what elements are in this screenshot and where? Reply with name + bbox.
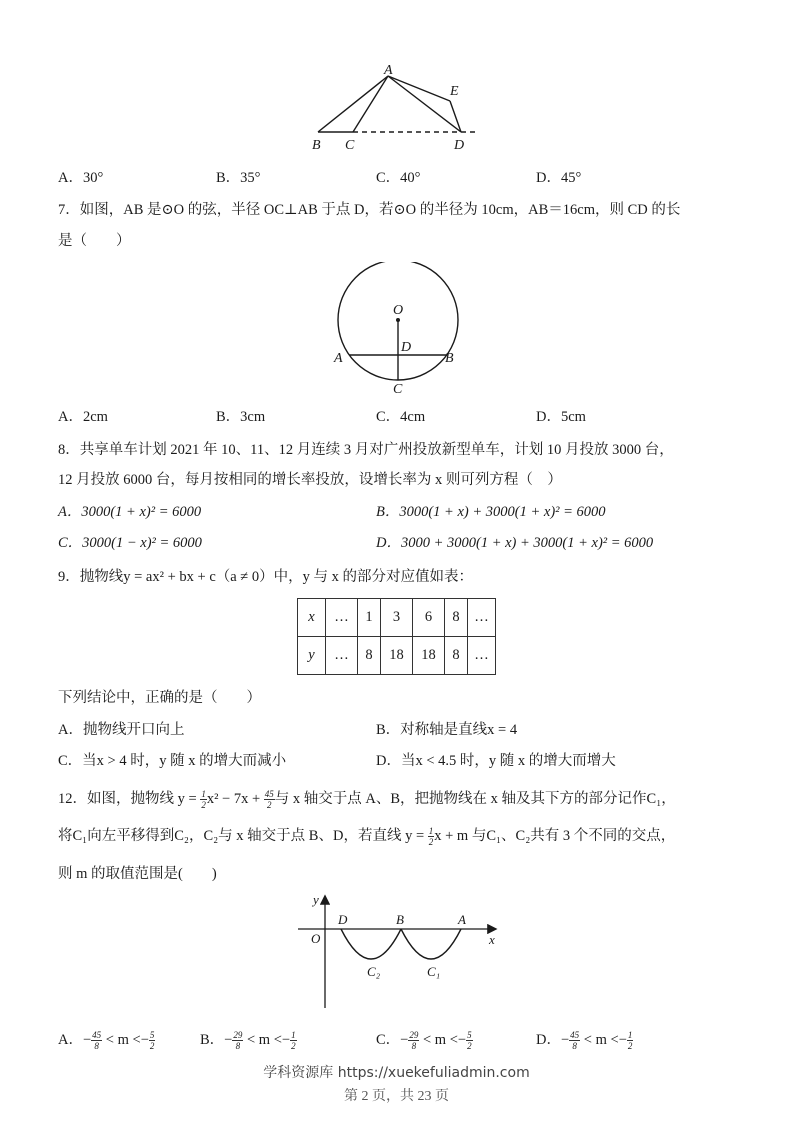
label-d: D <box>401 340 412 355</box>
watermark-text: 学科资源库 https://xuekefuliadmin.com <box>263 1065 530 1081</box>
fraction-numerator: 1 <box>627 1030 633 1041</box>
fraction-denominator: 2 <box>627 1041 633 1052</box>
q7-text-line2: 是（ ） <box>58 233 131 249</box>
label-b: B <box>312 138 321 153</box>
q8-option-c: C．3000(1 − x)² = 6000 <box>58 535 202 551</box>
label-c: C <box>393 382 403 397</box>
table-row-y <box>298 637 496 675</box>
fraction-denominator: 2 <box>467 1041 472 1052</box>
q12-text-line1 <box>58 789 676 810</box>
q9-prompt: 下列结论中，正确的是（ ） <box>58 690 261 706</box>
label-y: y <box>313 892 319 907</box>
table-cell: 8 <box>445 637 468 675</box>
label-a: A <box>384 63 393 78</box>
q12-parabola-figure <box>290 890 510 1015</box>
table-cell: 8 <box>358 637 381 675</box>
table-cell: 3 <box>381 599 413 637</box>
curve-c1 <box>401 929 461 959</box>
table-row-x <box>298 599 496 637</box>
q9-option-a: A．抛物线开口向上 <box>58 722 185 738</box>
fraction-numerator: 1 <box>201 789 206 800</box>
label-c: C <box>345 138 355 153</box>
fraction <box>149 1030 156 1051</box>
fraction <box>569 1030 580 1051</box>
fraction-numerator: 29 <box>233 1030 243 1041</box>
label-c2: C₂ <box>367 964 381 979</box>
fraction-denominator: 8 <box>235 1041 241 1052</box>
q9-value-table <box>297 598 496 675</box>
fraction-numerator: 5 <box>149 1030 155 1041</box>
m-inequality: < m < <box>419 1032 458 1048</box>
fraction-numerator: 45 <box>264 789 274 800</box>
fraction-numerator: 1 <box>291 1030 296 1041</box>
q7-option-b: B．3cm <box>216 409 266 425</box>
option-label: C． <box>376 1032 401 1048</box>
fraction-denominator: 2 <box>267 800 272 811</box>
q7-option-c: C．4cm <box>376 409 426 425</box>
q6-option-b: B．35° <box>216 170 261 186</box>
segment-ab <box>318 76 388 132</box>
label-d: D <box>338 912 348 927</box>
q8-text-line1: 8．共享单车计划 2021 年 10、11、12 月连续 3 月对广州投放新型单车，计划 10 月投放 3000 台， <box>58 442 674 458</box>
q8-option-d: D．3000 + 3000(1 + x) + 3000(1 + x)² = 6000 <box>376 535 654 551</box>
table-cell: … <box>326 637 358 675</box>
label-b: B <box>396 912 404 927</box>
q12-text-part: 12．如图，抛物线 y = <box>58 791 201 807</box>
fraction-numerator: 45 <box>92 1030 102 1041</box>
q6-option-c: C．40° <box>376 170 421 186</box>
q8-option-a: A．3000(1 + x)² = 6000 <box>58 504 202 520</box>
label-x: x <box>489 932 495 947</box>
q8-text-line2: 12 月投放 6000 台，每月按相同的增长率投放，设增长率为 x 则可列方程（ ） <box>58 472 562 488</box>
fraction <box>232 1030 243 1051</box>
table-cell: x <box>298 599 326 637</box>
q12-text-line3: 则 m 的取值范围是( ) <box>58 866 217 882</box>
q12-text-part: 与 x 轴交于点 A、B，把抛物线在 x 轴及其下方的部分记作C₁， <box>274 791 676 807</box>
q6-option-d: D．45° <box>536 170 582 186</box>
fraction <box>91 1030 102 1051</box>
fraction-numerator: 45 <box>570 1030 580 1041</box>
m-inequality: < m < <box>102 1032 141 1048</box>
q12-text-line2 <box>58 826 675 847</box>
q12-option-c: C．− $\frac{29}{8}$ < m <− $\frac{5}{2}$ <box>376 1030 472 1052</box>
fraction-denominator: 8 <box>94 1041 99 1052</box>
fraction-numerator: 1 <box>428 826 434 837</box>
fraction <box>408 1030 419 1051</box>
table-cell: … <box>468 637 496 675</box>
table-cell: 18 <box>381 637 413 675</box>
q9-option-b: B．对称轴是直线x = 4 <box>376 722 518 738</box>
fraction-denominator: 8 <box>572 1041 577 1052</box>
q7-text-line1: 7．如图，AB 是⊙O 的弦，半径 OC⊥AB 于点 D，若⊙O 的半径为 10cm，AB＝16cm，则 CD 的长 <box>58 202 681 218</box>
label-d: D <box>454 138 465 153</box>
q7-option-a: A．2cm <box>58 409 108 425</box>
label-a: A <box>458 912 466 927</box>
label-o: O <box>311 931 321 946</box>
label-c1: C₁ <box>427 964 441 979</box>
fraction-denominator: 2 <box>291 1041 296 1052</box>
q9-option-c: C．当x > 4 时，y 随 x 的增大而减小 <box>58 753 287 769</box>
segment-ae <box>388 76 450 101</box>
center-point-o <box>396 318 400 322</box>
fraction-numerator: 5 <box>467 1030 472 1041</box>
option-label: A． <box>58 1032 83 1048</box>
q8-option-b: B．3000(1 + x) + 3000(1 + x)² = 6000 <box>376 504 606 520</box>
label-o: O <box>393 303 404 318</box>
q7-circle-figure <box>320 262 480 397</box>
fraction-denominator: 2 <box>149 1041 155 1052</box>
fraction <box>264 789 275 810</box>
fraction <box>627 1030 634 1051</box>
q12-text-part: x + m 与C₁、C₂共有 3 个不同的交点， <box>434 828 676 844</box>
q9-option-d: D．当x < 4.5 时，y 随 x 的增大而增大 <box>376 753 616 769</box>
table-cell: 18 <box>413 637 445 675</box>
option-label: B． <box>200 1032 225 1048</box>
table-cell: … <box>326 599 358 637</box>
fraction <box>466 1030 473 1051</box>
q12-text-part: 将C₁向左平移得到C₂，C₂与 x 轴交于点 B、D，若直线 y = <box>58 828 428 844</box>
page-number: 第 2 页，共 23 页 <box>344 1089 449 1104</box>
m-inequality: < m < <box>243 1032 282 1048</box>
curve-c2 <box>341 929 401 959</box>
label-b: B <box>445 351 454 366</box>
fraction <box>290 1030 297 1051</box>
q6-figure <box>300 62 500 157</box>
q12-option-d: D．− $\frac{45}{8}$ < m <− $\frac{1}{2}$ <box>536 1030 633 1052</box>
label-a: A <box>334 351 343 366</box>
option-label: D． <box>536 1032 561 1048</box>
q12-option-b: B．− $\frac{29}{8}$ < m <− $\frac{1}{2}$ <box>200 1030 296 1052</box>
q12-option-a: A．− $\frac{45}{8}$ < m <− $\frac{5}{2}$ <box>58 1030 155 1052</box>
q12-text-part: x² − 7x + <box>206 791 264 807</box>
table-cell: y <box>298 637 326 675</box>
fraction-denominator: 2 <box>428 837 434 848</box>
m-inequality: < m < <box>580 1032 619 1048</box>
fraction-denominator: 2 <box>201 800 206 811</box>
table-cell: … <box>468 599 496 637</box>
table-cell: 6 <box>413 599 445 637</box>
table-cell: 8 <box>445 599 468 637</box>
label-e: E <box>450 84 459 99</box>
q6-option-a: A．30° <box>58 170 104 186</box>
fraction-numerator: 29 <box>409 1030 419 1041</box>
fraction-denominator: 8 <box>411 1041 417 1052</box>
q9-text-line1: 9．抛物线y = ax² + bx + c（a ≠ 0）中，y 与 x 的部分对应值如表： <box>58 569 474 585</box>
q7-option-d: D．5cm <box>536 409 586 425</box>
segment-ac <box>353 76 388 132</box>
table-cell: 1 <box>358 599 381 637</box>
